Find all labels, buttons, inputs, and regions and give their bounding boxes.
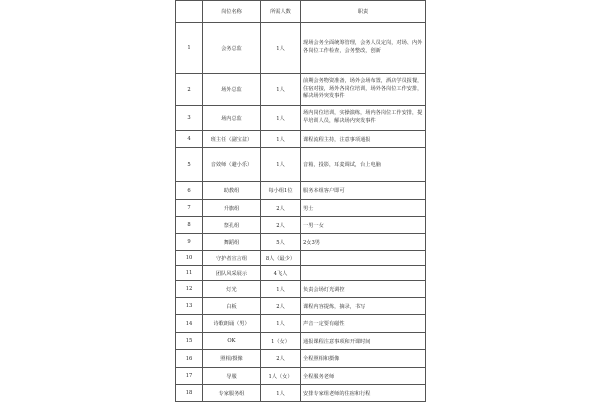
table-row [176,281,426,298]
row-duty: 场内岗位培训，实操演练，场内各岗位工作安排，提早培训人员，解决场内突发事件 [301,106,426,131]
row-count: 1人 [261,131,301,148]
row-duty [301,266,426,281]
row-count: 1人 [261,106,301,131]
row-duty: 2女3男 [301,234,426,251]
table-row [176,234,426,251]
row-number: 18 [176,385,203,402]
row-duty: 前期会务物资准备，场外会场布置，酒店学员报餐，住宿对接，场外各岗位培训，场外各岗位工作安排，解决场外突发事件 [301,74,426,106]
row-count: 1（女） [261,333,301,350]
table-row [176,368,426,385]
row-number: 13 [176,298,203,315]
table-row [176,217,426,234]
row-number: 2 [176,74,203,106]
row-position: 升旗组 [203,200,261,217]
row-number: 15 [176,333,203,350]
row-duty: 全程服务老师 [301,368,426,385]
row-count: 2人 [261,350,301,368]
row-count: 2人 [261,217,301,234]
row-duty: 课程内容提炼，摘录，书写 [301,298,426,315]
row-number: 11 [176,266,203,281]
row-duty: 通报课程注意事项和开课时间 [301,333,426,350]
row-position: 祭孔组 [203,217,261,234]
row-duty: 现场会务全面统筹管理，会务人员定岗，对场、内外各岗位工作检查，会务整改，创新 [301,23,426,74]
row-number: 9 [176,234,203,251]
table-row [176,315,426,333]
row-count: 8人（最少） [261,251,301,266]
table-row [176,131,426,148]
row-position: 照相/摄像 [203,350,261,368]
table-row [176,74,426,106]
row-number: 8 [176,217,203,234]
table-row [176,200,426,217]
row-count: 1人 [261,148,301,182]
row-position: OK [203,333,261,350]
row-position: 场外总监 [203,74,261,106]
row-position: 场内总监 [203,106,261,131]
row-count: 5人 [261,234,301,251]
row-position: 导服 [203,368,261,385]
row-position: 舞蹈组 [203,234,261,251]
table-row [176,106,426,131]
row-count: 2人 [261,200,301,217]
row-duty: 负责会场灯光调控 [301,281,426,298]
table-row [176,385,426,402]
row-position: 助教组 [203,182,261,200]
row-count: 1人 [261,385,301,402]
header-count: 所需人数 [261,1,301,23]
row-count: 4飞人 [261,266,301,281]
row-duty: 服务本组客户即可 [301,182,426,200]
table-row [176,266,426,281]
table-row [176,251,426,266]
staffing-table [175,0,426,402]
row-position: 灯光 [203,281,261,298]
row-number: 3 [176,106,203,131]
row-position: 音效师（避小乐） [203,148,261,182]
row-number: 4 [176,131,203,148]
row-position: 守护者宣言组 [203,251,261,266]
table-row [176,298,426,315]
table-header-row [176,1,426,23]
row-count: 2人 [261,298,301,315]
table-row [176,182,426,200]
row-duty: 声音一定要有磁性 [301,315,426,333]
row-position: 班主任（副宝盆） [203,131,261,148]
header-position: 岗位名称 [203,1,261,23]
row-duty: 一男一女 [301,217,426,234]
row-duty: 男士 [301,200,426,217]
row-number: 12 [176,281,203,298]
row-number: 5 [176,148,203,182]
row-count: 1人 [261,315,301,333]
row-duty [301,251,426,266]
row-number: 14 [176,315,203,333]
row-position: 白板 [203,298,261,315]
row-number: 17 [176,368,203,385]
header-duty: 职责 [301,1,426,23]
table-row [176,350,426,368]
table-row [176,23,426,74]
table-row [176,333,426,350]
row-count: 1人 [261,23,301,74]
row-position: 诗歌朗诵（男） [203,315,261,333]
row-number: 10 [176,251,203,266]
row-position: 会务总监 [203,23,261,74]
row-count: 1人 [261,281,301,298]
row-number: 1 [176,23,203,74]
row-duty: 音箱，投影，耳麦调试，台上电脑 [301,148,426,182]
row-count: 1人（女） [261,368,301,385]
row-duty: 安排专家组老师的住宿和行程 [301,385,426,402]
table-row [176,148,426,182]
row-duty: 课程流程主持，注意事项通报 [301,131,426,148]
row-count: 1人 [261,74,301,106]
row-count: 每小组1位 [261,182,301,200]
row-number: 7 [176,200,203,217]
row-position: 团队风采展示 [203,266,261,281]
row-number: 6 [176,182,203,200]
row-duty: 全程照相和摄像 [301,350,426,368]
header-number [176,1,203,23]
row-number: 16 [176,350,203,368]
row-position: 专家服务组 [203,385,261,402]
